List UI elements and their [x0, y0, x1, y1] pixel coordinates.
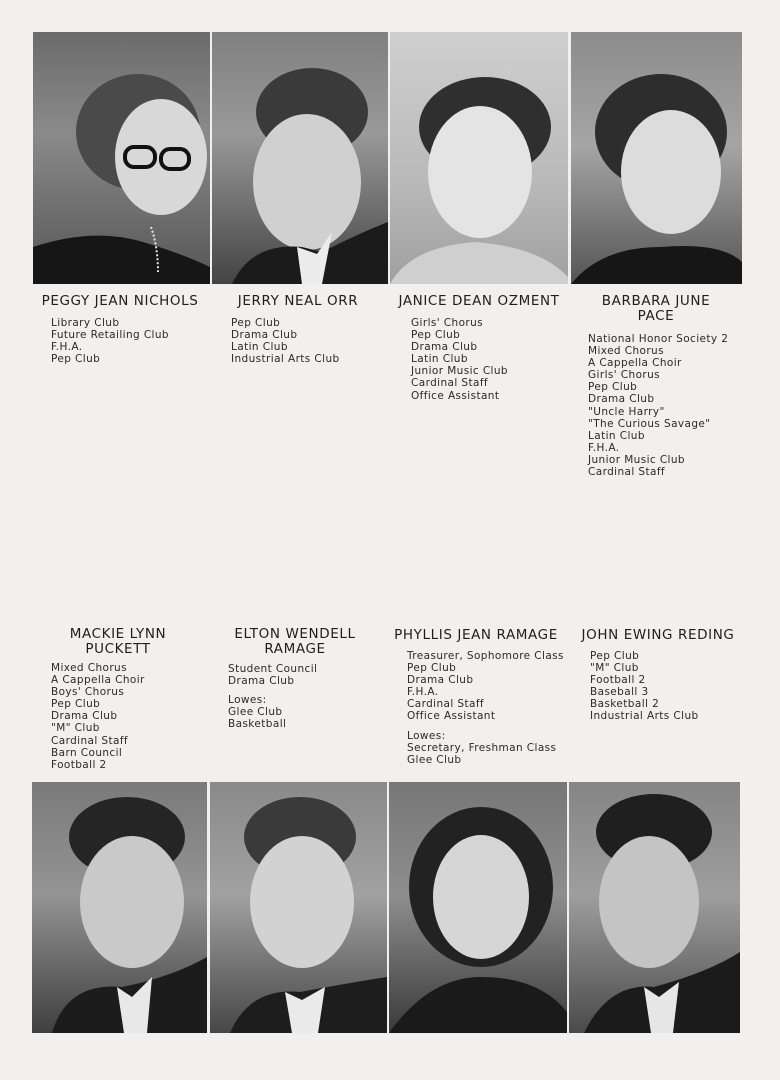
- activity-item: Mixed Chorus: [51, 662, 127, 674]
- activity-item: Office Assistant: [411, 389, 500, 402]
- activity-item: Boys' Chorus: [51, 686, 125, 699]
- activity-item: Barn Council: [51, 746, 123, 759]
- activity-item: Student Council: [228, 663, 318, 675]
- lowes-label: Lowes:: [228, 694, 267, 707]
- activity-list: [407, 650, 564, 766]
- activity-item: Industrial Arts Club: [590, 710, 699, 723]
- activity-item: Office Assistant: [407, 710, 496, 723]
- activity-item: Library Club: [51, 317, 120, 329]
- student-name: JOHN EWING REDING: [581, 627, 735, 643]
- student-name: [570, 294, 742, 324]
- student-name: [210, 627, 380, 657]
- activity-item: Mixed Chorus: [588, 345, 664, 358]
- name-line-2: PUCKETT: [85, 641, 151, 657]
- activity-list: [228, 663, 317, 730]
- activity-item: Cardinal Staff: [407, 698, 485, 711]
- name-line-1: BARBARA JUNE: [601, 293, 711, 309]
- activity-item: Drama Club: [228, 675, 295, 688]
- activity-item: Football 2: [590, 674, 646, 687]
- lowes-label: Lowes:: [407, 729, 446, 742]
- activity-item: Latin Club: [231, 341, 288, 354]
- activity-item: "M" Club: [590, 662, 639, 675]
- name-line-1: ELTON WENDELL: [234, 626, 356, 642]
- activity-item: Glee Club: [407, 753, 462, 766]
- activity-list: [51, 317, 169, 365]
- portrait-phyllis-ramage: [389, 782, 567, 1033]
- activity-item: Girls' Chorus: [588, 369, 661, 382]
- activity-item: Basketball 2: [590, 698, 660, 711]
- student-name: PEGGY JEAN NICHOLS: [41, 293, 199, 309]
- activity-item: Pep Club: [407, 662, 457, 675]
- activity-item: Latin Club: [411, 353, 468, 366]
- activity-item: F.H.A.: [407, 686, 439, 699]
- portrait-jerry-orr: [212, 32, 388, 284]
- portrait-mackie-puckett: [32, 782, 207, 1033]
- activity-item: Drama Club: [231, 329, 298, 342]
- activity-item: Football 2: [51, 758, 107, 771]
- portrait-barbara-pace: [571, 32, 742, 284]
- name-line-2: RAMAGE: [264, 641, 326, 657]
- activity-item: Drama Club: [588, 393, 655, 406]
- name-line-1: MACKIE LYNN: [69, 626, 167, 642]
- portrait-janice-ozment: [390, 32, 568, 284]
- activity-list: [231, 317, 340, 365]
- student-name: PHYLLIS JEAN RAMAGE: [394, 627, 558, 643]
- student-name: [28, 627, 208, 657]
- activity-item: Junior Music Club: [411, 365, 508, 378]
- activity-item: Basketball: [228, 718, 287, 731]
- activity-item: Latin Club: [588, 429, 645, 442]
- activity-list: [411, 317, 508, 402]
- student-name: JERRY NEAL ORR: [237, 293, 359, 309]
- activity-item: Drama Club: [407, 674, 474, 687]
- activity-list: [51, 662, 145, 771]
- activity-item: Cardinal Staff: [51, 734, 129, 747]
- activity-item: National Honor Society 2: [588, 333, 729, 345]
- activity-item: Pep Club: [51, 698, 101, 711]
- activity-item: Cardinal Staff: [411, 377, 489, 390]
- activity-item: "The Curious Savage": [588, 417, 711, 430]
- activity-item: Pep Club: [411, 329, 461, 342]
- activity-item: "M" Club: [51, 722, 100, 735]
- activity-item: Pep Club: [590, 650, 640, 662]
- student-name: JANICE DEAN OZMENT: [398, 293, 560, 309]
- activity-item: Junior Music Club: [588, 453, 685, 466]
- activity-item: Girls' Chorus: [411, 317, 484, 329]
- activity-item: F.H.A.: [51, 341, 83, 354]
- activity-item: A Cappella Choir: [51, 674, 145, 687]
- name-line-2: PACE: [637, 308, 675, 324]
- activity-item: Glee Club: [228, 706, 283, 719]
- activity-item: Secretary, Freshman Class: [407, 741, 557, 754]
- activity-list: [588, 333, 728, 478]
- activity-item: A Cappella Choir: [588, 357, 682, 370]
- portrait-peggy-nichols: [33, 32, 210, 284]
- activity-item: Pep Club: [231, 317, 281, 329]
- activity-item: Cardinal Staff: [588, 466, 666, 479]
- activity-list: [590, 650, 699, 723]
- activity-item: Drama Club: [411, 341, 478, 354]
- activity-item: Pep Club: [51, 353, 101, 366]
- activity-item: Future Retailing Club: [51, 329, 169, 342]
- activity-item: Drama Club: [51, 710, 118, 723]
- portrait-john-reding: [569, 782, 740, 1033]
- activity-item: Industrial Arts Club: [231, 353, 340, 366]
- activity-item: Pep Club: [588, 381, 638, 394]
- activity-item: Baseball 3: [590, 686, 649, 699]
- activity-item: Treasurer, Sophomore Class: [407, 650, 564, 662]
- activity-item: F.H.A.: [588, 441, 620, 454]
- activity-item: "Uncle Harry": [588, 405, 665, 418]
- portrait-elton-ramage: [210, 782, 387, 1033]
